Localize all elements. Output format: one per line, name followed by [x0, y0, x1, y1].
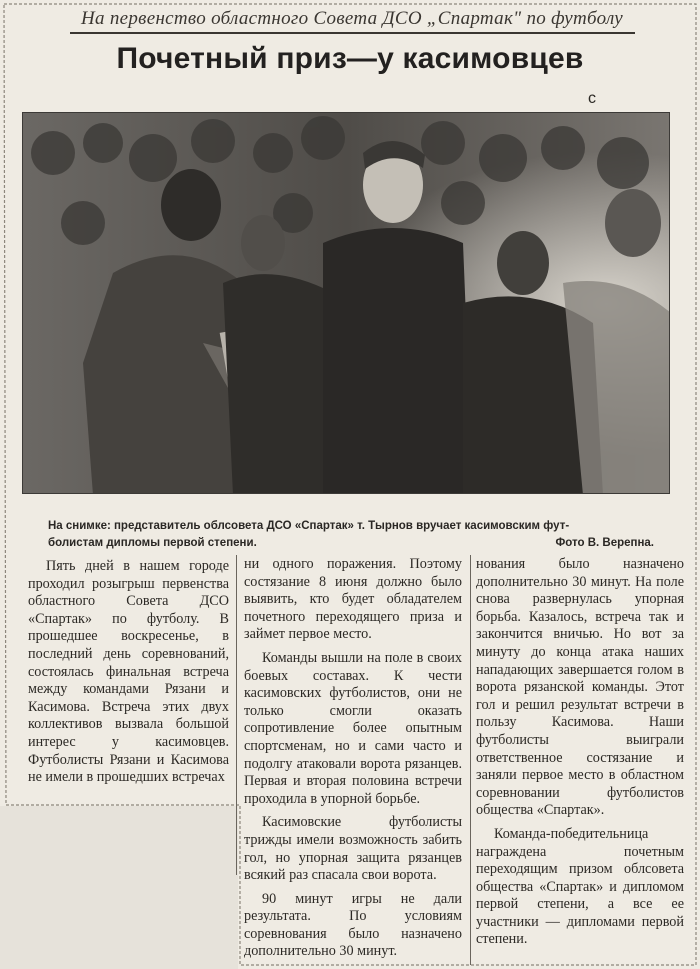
photo-mark: с — [588, 90, 596, 107]
headline: Почетный приз—у касимовцев — [116, 42, 584, 75]
paragraph: Касимовские футболисты трижды имели возможность забить гол, но упорная защита рязанцев всякий раз спасала свои ворота. — [244, 814, 462, 884]
photo-credit: Фото В. Верепна. — [555, 537, 654, 549]
award-photo — [22, 112, 670, 494]
paragraph: ни одного поражения. Поэтому состязание 8 июня должно было выявить, кто будет обладателем почетного переходящего приза и займет первое место. — [244, 556, 462, 643]
article-column-3 — [476, 556, 684, 949]
caption-line-1: На снимке: представитель облсовета ДСО «Спартак» т. Тырнов вручает касимовским фут- — [48, 520, 570, 532]
paragraph: Пять дней в нашем городе проходил розыгрыш первенства областного Совета ДСО «Спартак» по футболу. В прошедшее воскресенье, в последний день соревнований, состоялась финальная встреча между командами Рязани и Касимова. Встреча этих двух коллективов вызвала большой интерес у касимовцев. Футболисты Рязани и Касимова не имели в прошедших встречах — [28, 558, 229, 786]
paragraph: 90 минут игры не дали результата. По условиям соревнования было назначено дополнительно 30 минут. — [244, 890, 462, 960]
player-body — [323, 228, 473, 494]
photo-illustration — [23, 113, 670, 494]
kicker-line: На первенство областного Совета ДСО „Спартак" по футболу — [80, 8, 624, 29]
column-rule-1 — [236, 555, 237, 875]
article-column-1 — [28, 558, 229, 787]
paragraph: Команда-победительница награждена почетным переходящим призом облсовета общества «Спартак» и дипломом первой степени, а все ее участники — дипломами первой степени. — [476, 825, 684, 948]
photo-caption — [48, 518, 668, 552]
caption-line-2: болистам дипломы первой степени. — [48, 537, 257, 549]
presenter-head — [161, 169, 221, 241]
article-column-2 — [244, 556, 462, 961]
kicker-underline — [70, 32, 635, 34]
paragraph: нования было назначено дополнительно 30 минут. На поле снова развернулась упорная борьба. Казалось, встреча так и закончится вничью. Но вот за минуту до конца атака наших нападающих завершается голом в ворота рязанской команды. Этот гол и решил результат встречи в пользу Касимова. Наши футболисты выиграли ответственное состязание и заняли первое место в областном соревновании футболистов общества «Спартак». — [476, 556, 684, 819]
column-rule-2 — [470, 555, 471, 965]
paragraph: Команды вышли на поле в своих боевых составах. К чести касимовских футболистов, они не только смогли оказать сопротивление более опытным спортсменам, но и сами часто и подолгу атаковали ворота рязанцев. Первая и вторая половина встречи проходила в упорной борьбе. — [244, 649, 462, 807]
